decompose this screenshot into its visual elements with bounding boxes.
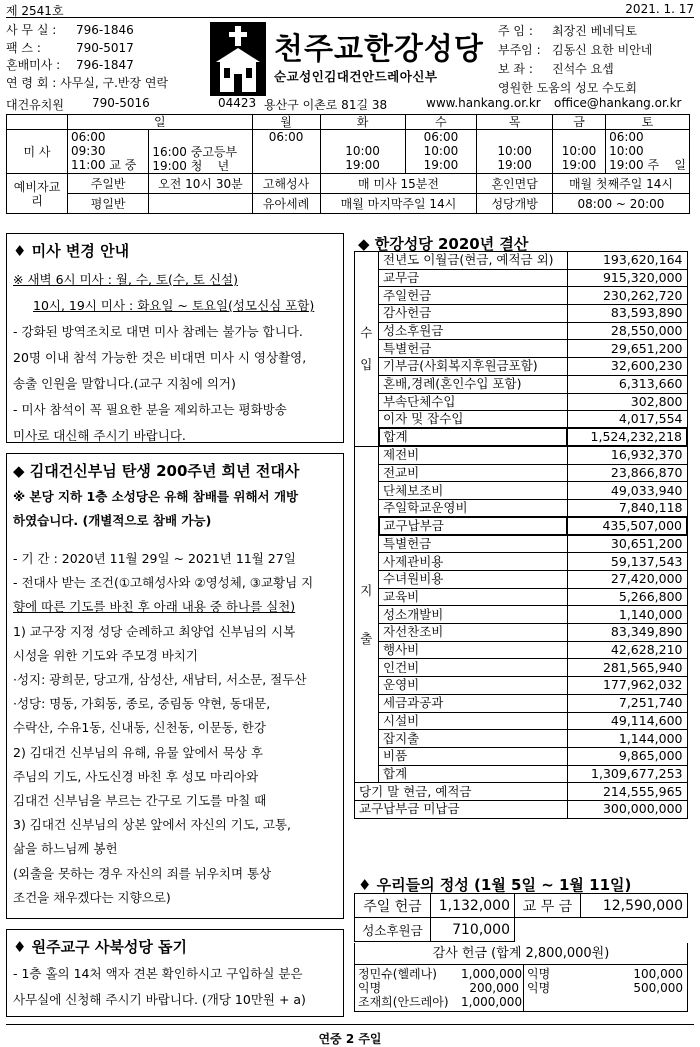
contact-row: 연 령 회 : 사무실, 구.반장 연락 — [6, 75, 169, 90]
finance-item-label: 당기 말 현금, 예적금 — [355, 783, 568, 801]
finance-row — [355, 535, 688, 553]
finance-item-amount: 1,140,000 — [567, 606, 687, 624]
staff-row: 부주임 : 김동신 요한 비안네 — [498, 43, 653, 57]
finance-item-amount: 32,600,230 — [567, 358, 687, 376]
finance-row — [355, 765, 688, 783]
finance-item-amount: 27,420,000 — [567, 571, 687, 589]
finance-item-label: 교육비 — [379, 588, 568, 606]
staff-row: 주 임 : 최장진 베네딕토 — [498, 24, 637, 38]
kindergarten-label: 대건유치원 — [6, 98, 64, 112]
day-thu: 목 — [477, 115, 553, 130]
finance-item-amount: 1,309,677,253 — [567, 765, 687, 783]
finance-row — [355, 730, 688, 748]
donor-list — [354, 964, 688, 1012]
church-icon — [210, 22, 266, 96]
finance-row — [355, 411, 688, 429]
catechism-label: 예비자교리 — [7, 174, 68, 214]
finance-section-label: 수 입 — [355, 252, 379, 447]
donor-name: 익명 — [358, 981, 382, 995]
finance-row — [355, 482, 688, 500]
day-sun: 일 — [67, 115, 252, 130]
finance-row — [355, 517, 688, 535]
finance-item-amount: 7,251,740 — [567, 694, 687, 712]
finance-item-label: 특별헌금 — [379, 340, 568, 358]
finance-item-label: 주일학교운영비 — [379, 499, 568, 517]
donor-amount: 500,000 — [633, 981, 683, 995]
finance-row — [355, 446, 688, 464]
finance-item-label: 교무금 — [379, 269, 568, 287]
contact-row: 사 무 실 : 796-1846 — [6, 23, 134, 37]
finance-item-label: 인건비 — [379, 659, 568, 677]
mass-fri: 10:00 19:00 — [552, 130, 605, 174]
finance-item-amount: 177,962,032 — [567, 677, 687, 695]
finance-item-amount: 29,651,200 — [567, 340, 687, 358]
finance-item-amount: 1,144,000 — [567, 730, 687, 748]
contact-row: 팩 스 : 790-5017 — [6, 40, 134, 55]
finance-title: ◆ 한강성당 2020년 결산 — [358, 235, 529, 253]
zip-code: 04423 — [218, 96, 257, 110]
finance-row — [355, 677, 688, 695]
finance-item-label: 비품 — [379, 747, 568, 765]
top-line — [6, 2, 694, 18]
offerings-table — [354, 893, 688, 942]
day-tue: 화 — [320, 115, 405, 130]
finance-row — [355, 499, 688, 517]
finance-row — [355, 712, 688, 730]
finance-item-label: 운영비 — [379, 677, 568, 695]
finance-item-amount: 6,313,660 — [567, 375, 687, 393]
finance-item-amount: 7,840,118 — [567, 499, 687, 517]
mass-row — [7, 130, 690, 174]
offering-row: 성소후원금 710,000 — [355, 918, 688, 942]
donor-amount: 100,000 — [633, 967, 683, 981]
finance-item-amount: 1,524,232,218 — [567, 428, 687, 446]
donor-name: 익명 — [527, 981, 551, 995]
thanks-offering-label: 감사 헌금 (합계 2,800,000원) — [354, 943, 688, 964]
day-sat: 토 — [606, 115, 690, 130]
finance-item-amount: 83,349,890 — [567, 624, 687, 642]
contact-row: 혼배미사 : 796-1847 — [6, 58, 134, 72]
staff-row: 보 좌 : 진석수 요셉 — [498, 62, 614, 76]
bottom-rule — [6, 1024, 694, 1025]
finance-item-label: 자선찬조비 — [379, 624, 568, 642]
finance-item-label: 제전비 — [379, 446, 568, 464]
finance-row — [355, 800, 688, 818]
contact-list — [6, 22, 206, 92]
finance-row — [355, 641, 688, 659]
top-rule — [6, 17, 694, 18]
finance-item-label: 전교비 — [379, 464, 568, 482]
website-link[interactable]: www.hankang.or.kr — [426, 96, 541, 110]
jubilee-title: ◆ 김대건신부님 탄생 200주년 희년 전대사 — [13, 462, 300, 480]
finance-item-amount: 193,620,164 — [567, 252, 687, 270]
finance-row — [355, 588, 688, 606]
logo-title: 천주교한강성당 — [274, 32, 484, 67]
wonju-title: ♦ 원주교구 사북성당 돕기 — [13, 938, 188, 956]
info-row: 평일반 유아세례 매월 마지막주일 14시 성당개방 08:00 ~ 20:00 — [7, 194, 690, 214]
finance-item-amount: 23,866,870 — [567, 464, 687, 482]
issue-number: 제 2541호 — [6, 4, 64, 18]
finance-item-label: 세금과공과 — [379, 694, 568, 712]
finance-row — [355, 287, 688, 305]
finance-row — [355, 659, 688, 677]
footer-title: 연중 2 주일 — [318, 1032, 382, 1046]
finance-row — [355, 269, 688, 287]
info-row: 예비자교리 주일반 오전 10시 30분 고해성사 매 미사 15분전 혼인면담 매월 첫째주일 14시 — [7, 174, 690, 194]
logo-subtitle: 순교성인김대건안드레아신부 — [274, 69, 438, 84]
donor-name: 익명 — [527, 967, 551, 981]
staff-list — [498, 22, 694, 98]
finance-item-amount: 49,033,940 — [567, 482, 687, 500]
finance-item-amount: 16,932,370 — [567, 446, 687, 464]
finance-row — [355, 571, 688, 589]
finance-row — [355, 428, 688, 446]
day-wed: 수 — [405, 115, 477, 130]
finance-row — [355, 783, 688, 801]
finance-item-amount: 28,550,000 — [567, 322, 687, 340]
finance-item-label: 특별헌금 — [379, 535, 568, 553]
donor-amount: 1,000,000 — [461, 967, 523, 981]
finance-item-amount: 49,114,600 — [567, 712, 687, 730]
finance-item-amount: 4,017,554 — [567, 411, 687, 429]
offering-row: 주일 헌금 1,132,000 교 무 금 12,590,000 — [355, 894, 688, 918]
finance-item-label: 성소후원금 — [379, 322, 568, 340]
mass-sat: 06:00 10:00 19:00 주 일 — [606, 130, 690, 174]
finance-item-label: 교구납부금 — [379, 517, 568, 535]
finance-item-label: 기부금(사회복지후원금포함) — [379, 358, 568, 376]
mass-tue: 10:00 19:00 — [320, 130, 405, 174]
finance-item-amount: 435,507,000 — [567, 517, 687, 535]
wonju-notice: ♦ 원주교구 사북성당 돕기 - 1층 홀의 14처 액자 견본 확인하시고 구입하실 분은 사무실에 신청해 주시기 바랍니다. (개당 10만원 + a) — [6, 929, 344, 1017]
schedule-header — [7, 115, 690, 130]
finance-item-amount: 30,651,200 — [567, 535, 687, 553]
kindergarten-tel: 790-5016 — [92, 96, 150, 110]
finance-item-amount: 230,262,720 — [567, 287, 687, 305]
finance-item-label: 성소개발비 — [379, 606, 568, 624]
finance-item-label: 합계 — [379, 765, 568, 783]
finance-item-amount: 42,628,210 — [567, 641, 687, 659]
finance-row — [355, 358, 688, 376]
email-link[interactable]: office@hankang.or.kr — [554, 96, 682, 110]
finance-item-amount: 915,320,000 — [567, 269, 687, 287]
mass-change-title: ♦ 미사 변경 안내 — [13, 242, 130, 260]
finance-item-label: 감사헌금 — [379, 305, 568, 323]
finance-row — [355, 464, 688, 482]
finance-row — [355, 305, 688, 323]
mass-sun-a: 06:00 09:30 11:00 교 중 — [67, 130, 148, 174]
finance-row — [355, 694, 688, 712]
finance-item-label: 전년도 이월금(현금, 예적금 외) — [379, 252, 568, 270]
finance-item-label: 단체보조비 — [379, 482, 568, 500]
finance-row — [355, 393, 688, 411]
issue-date: 2021. 1. 17 — [625, 2, 694, 16]
finance-item-amount: 5,266,800 — [567, 588, 687, 606]
finance-item-label: 행사비 — [379, 641, 568, 659]
staff-row: 영원한 도움의 성모 수도회 — [498, 81, 637, 95]
finance-row — [355, 747, 688, 765]
mass-thu: 10:00 19:00 — [477, 130, 553, 174]
jubilee-notice: ◆ 김대건신부님 탄생 200주년 희년 전대사 ※ 본당 지하 1층 소성당은 유해 참배를 위해서 개방 하였습니다. (개별적으로 참배 가능) - 기 간 : 2020년 11월 29일 ~ 2021년 11월 27일 - 전대사 받는 조건(①고해성사와 ②영성체, ③교황님 지 향에 따른 기도를 바친 후 아래 내용 중 하나를 실천) 1) 교구장 지정 성당 순례하고 최양업 신부님의 시복 시성을 위한 기도와 주모경 바치기 ·성지: 광희문, 당고개, 삼성산, 새남터, 서소문, 절두산 ·성당: 명동, 가회동, 종로, 중림동 약현, 동대문, 수락산, 수유1동, 신내동, 신천동, 이문동, 한강 2) 김대건 신부님의 유해, 유물 앞에서 묵상 후 주님의 기도, 사도신경 바친 후 성모 마리아와 김대건 신부님을 부르는 간구로 기도를 마칠 때 3) 김대건 신부님의 상본 앞에서 자신의 기도, 고통, 삶을 하느님께 봉헌 (외출을 못하는 경우 자신의 죄를 뉘우치며 통상 조건을 채우겠다는 지향으로) — [6, 453, 344, 919]
day-fri: 금 — [552, 115, 605, 130]
finance-item-amount: 83,593,890 — [567, 305, 687, 323]
finance-item-label: 부속단체수입 — [379, 393, 568, 411]
finance-row — [355, 340, 688, 358]
mass-sun-b: 16:00 중고등부 19:00 청 년 — [149, 130, 252, 174]
finance-item-label: 수녀원비용 — [379, 571, 568, 589]
church-logo — [210, 22, 484, 100]
finance-row — [355, 553, 688, 571]
mass-change-notice: ♦ 미사 변경 안내 ※ 새벽 6시 미사 : 월, 수, 토(수, 토 신설) 10시, 19시 미사 : 화요일 ~ 토요일(성모신심 포함) - 강화된 방역조치로 대면 미사 참례는 불가능 합니다. 20명 이내 참석 가능한 것은 비대면 미사 시 영상촬영, 송출 인원을 말합니다.(교구 지침에 의거) - 미사 참석이 꼭 필요한 분을 제외하고는 평화방송 미사로 대신해 주시기 바랍니다. — [6, 233, 344, 443]
donor-name: 정민슈(헬레나) — [358, 967, 437, 981]
finance-item-amount: 302,800 — [567, 393, 687, 411]
finance-row — [355, 606, 688, 624]
finance-row — [355, 624, 688, 642]
address: 용산구 이촌로 81길 38 — [264, 98, 388, 112]
finance-item-label: 합계 — [379, 428, 568, 446]
donor-name: 조재희(안드레아) — [358, 995, 449, 1009]
schedule-table — [6, 114, 690, 214]
donor-amount: 1,000,000 — [461, 995, 523, 1009]
mass-label: 미 사 — [7, 130, 68, 174]
finance-item-amount: 300,000,000 — [567, 800, 687, 818]
finance-row — [355, 322, 688, 340]
finance-section-label: 지 출 — [355, 446, 379, 782]
finance-item-label: 주일헌금 — [379, 287, 568, 305]
finance-item-label: 잡지출 — [379, 730, 568, 748]
finance-row — [355, 375, 688, 393]
finance-item-amount: 281,565,940 — [567, 659, 687, 677]
day-mon: 월 — [252, 115, 320, 130]
finance-item-label: 사제관비용 — [379, 553, 568, 571]
mass-mon: 06:00 — [252, 130, 320, 174]
finance-item-label: 혼배,경례(혼인수입 포함) — [379, 375, 568, 393]
finance-item-amount: 9,865,000 — [567, 747, 687, 765]
finance-item-label: 시설비 — [379, 712, 568, 730]
donor-amount: 200,000 — [469, 981, 519, 995]
finance-row — [355, 252, 688, 270]
finance-item-label: 이자 및 잡수입 — [379, 411, 568, 429]
finance-item-amount: 59,137,543 — [567, 553, 687, 571]
finance-item-label: 교구납부금 미납금 — [355, 800, 568, 818]
offerings-title: ♦ 우리들의 정성 (1월 5일 ~ 1월 11일) — [358, 876, 632, 894]
mass-wed: 06:00 10:00 19:00 — [405, 130, 477, 174]
finance-table — [354, 251, 688, 819]
finance-item-amount: 214,555,965 — [567, 783, 687, 801]
